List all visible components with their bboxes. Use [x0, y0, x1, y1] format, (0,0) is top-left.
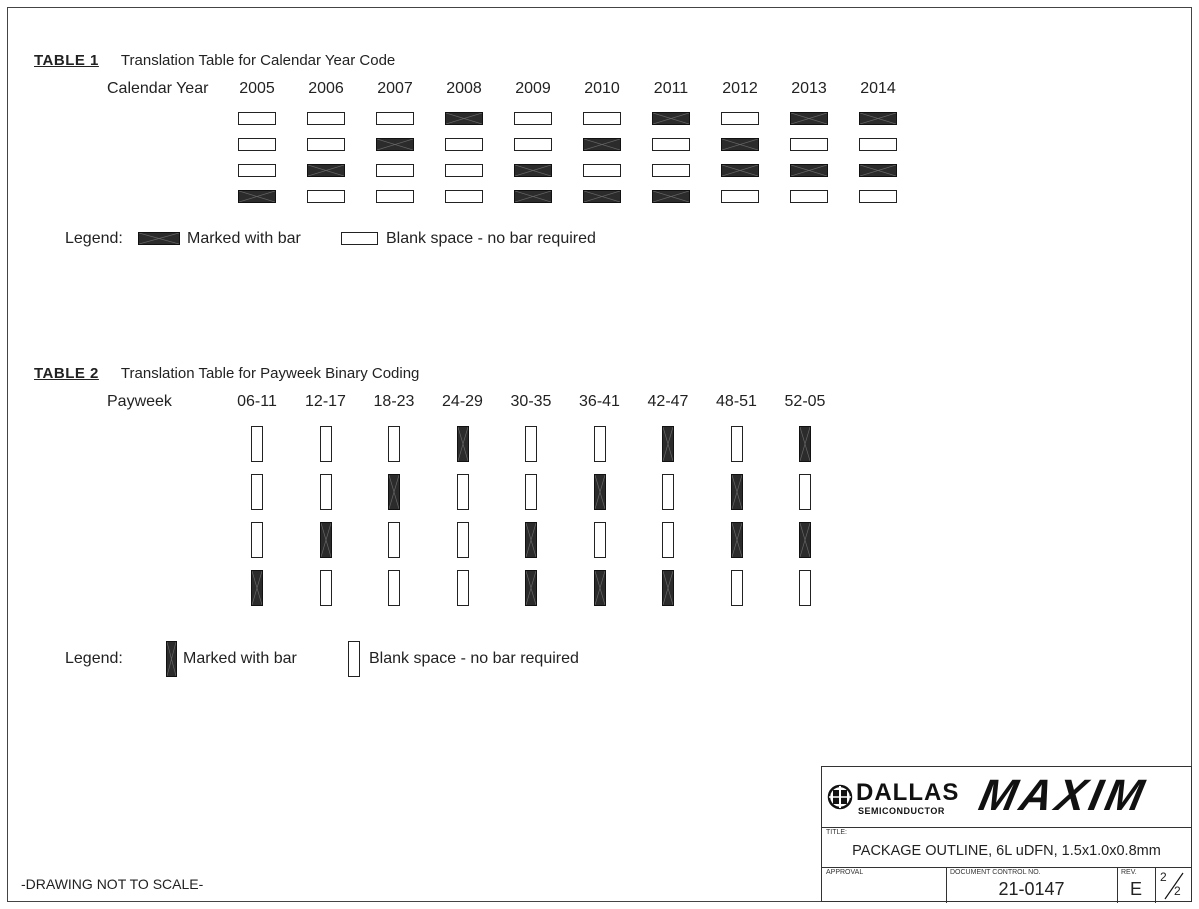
legend-marked-swatch-vertical — [166, 641, 177, 677]
scale-note: -DRAWING NOT TO SCALE- — [21, 876, 204, 892]
column-label: 2009 — [515, 80, 551, 97]
blank-cell — [799, 474, 811, 510]
doc-control-number: 21-0147 — [998, 879, 1065, 899]
blank-cell — [238, 164, 276, 177]
column-label: 2011 — [653, 80, 689, 97]
table2-legend-label: Legend: — [65, 650, 123, 667]
blank-cell — [721, 112, 759, 125]
table2-row-label: Payweek — [107, 393, 172, 410]
table2-legend-marked: Marked with bar — [183, 650, 297, 667]
column-label: 18-23 — [373, 393, 415, 410]
column-label: 12-17 — [305, 393, 346, 410]
blank-cell — [376, 112, 414, 125]
title-block — [821, 766, 1192, 902]
table1-tag: TABLE 1 — [34, 52, 99, 69]
blank-cell — [445, 164, 483, 177]
blank-cell — [514, 138, 552, 151]
blank-cell — [320, 426, 332, 462]
marked-bar-cell — [652, 112, 690, 125]
column-label: 2006 — [308, 80, 344, 97]
marked-bar-cell — [320, 522, 332, 558]
blank-cell — [859, 190, 897, 203]
title-block-footer — [822, 867, 1191, 903]
marked-bar-cell — [594, 474, 606, 510]
blank-cell — [652, 138, 690, 151]
column-label: 24-29 — [442, 393, 483, 410]
marked-bar-cell — [662, 570, 674, 606]
marked-bar-cell — [790, 112, 828, 125]
marked-bar-cell — [457, 426, 469, 462]
blank-cell — [525, 426, 537, 462]
divider — [1155, 867, 1156, 903]
blank-cell — [388, 522, 400, 558]
marked-bar-cell — [721, 138, 759, 151]
marked-bar-cell — [859, 112, 897, 125]
marked-bar-cell — [662, 426, 674, 462]
column-label: 48-51 — [716, 393, 757, 410]
legend-blank-swatch — [341, 232, 378, 245]
marked-bar-cell — [594, 570, 606, 606]
table1-legend-marked: Marked with bar — [187, 230, 301, 247]
title-field — [822, 827, 1191, 868]
marked-bar-cell — [731, 522, 743, 558]
blank-cell — [594, 522, 606, 558]
blank-cell — [525, 474, 537, 510]
column-label: 2008 — [446, 80, 482, 97]
blank-cell — [790, 190, 828, 203]
column-label: 2013 — [791, 80, 827, 97]
blank-cell — [731, 570, 743, 606]
blank-cell — [251, 522, 263, 558]
column-label: 2005 — [239, 80, 275, 97]
marked-bar-cell — [238, 190, 276, 203]
blank-cell — [583, 112, 621, 125]
column-label: 30-35 — [510, 393, 552, 410]
table1-legend-blank: Blank space - no bar required — [386, 230, 596, 247]
marked-bar-cell — [583, 138, 621, 151]
marked-bar-cell — [514, 190, 552, 203]
table2-heading — [34, 365, 419, 382]
blank-cell — [238, 112, 276, 125]
blank-cell — [457, 522, 469, 558]
marked-bar-cell — [731, 474, 743, 510]
column-label: 36-41 — [579, 393, 620, 410]
blank-cell — [514, 112, 552, 125]
blank-cell — [320, 570, 332, 606]
table1-legend-label: Legend: — [65, 230, 123, 247]
legend-marked-swatch — [138, 232, 180, 245]
blank-cell — [376, 190, 414, 203]
rev-label: REV. — [1121, 869, 1137, 876]
blank-cell — [799, 570, 811, 606]
marked-bar-cell — [388, 474, 400, 510]
blank-cell — [652, 164, 690, 177]
marked-bar-cell — [790, 164, 828, 177]
dallas-wordmark: DALLAS — [856, 779, 960, 806]
sheet-total: 2 — [1174, 884, 1181, 898]
column-label: 06-11 — [237, 393, 277, 410]
blank-cell — [790, 138, 828, 151]
blank-cell — [721, 190, 759, 203]
title-label: TITLE: — [826, 829, 848, 836]
blank-cell — [457, 474, 469, 510]
legend-blank-swatch-vertical — [348, 641, 360, 677]
column-label: 42-47 — [647, 393, 689, 410]
table2-legend-blank: Blank space - no bar required — [369, 650, 579, 667]
marked-bar-cell — [799, 522, 811, 558]
column-label: 2012 — [722, 80, 758, 97]
blank-cell — [388, 570, 400, 606]
semiconductor-wordmark: SEMICONDUCTOR — [858, 806, 945, 816]
blank-cell — [662, 522, 674, 558]
table1-title: Translation Table for Calendar Year Code — [120, 52, 396, 69]
blank-cell — [662, 474, 674, 510]
marked-bar-cell — [799, 426, 811, 462]
marked-bar-cell — [721, 164, 759, 177]
blank-cell — [307, 190, 345, 203]
maxim-wordmark: MAXIM — [974, 771, 1152, 820]
column-label: 2007 — [377, 80, 413, 97]
blank-cell — [307, 112, 345, 125]
marked-bar-cell — [514, 164, 552, 177]
column-label: 52-05 — [784, 393, 826, 410]
column-label: 2010 — [584, 80, 620, 97]
blank-cell — [320, 474, 332, 510]
blank-cell — [307, 138, 345, 151]
blank-cell — [583, 164, 621, 177]
blank-cell — [445, 190, 483, 203]
table1-row-label: Calendar Year — [107, 80, 209, 97]
table2-title: Translation Table for Payweek Binary Coding — [120, 365, 420, 382]
marked-bar-cell — [652, 190, 690, 203]
table1-heading — [34, 52, 395, 69]
approval-label: APPROVAL — [826, 869, 864, 876]
marked-bar-cell — [525, 570, 537, 606]
marked-bar-cell — [583, 190, 621, 203]
marked-bar-cell — [525, 522, 537, 558]
blank-cell — [251, 474, 263, 510]
revision: E — [1129, 879, 1142, 899]
blank-cell — [251, 426, 263, 462]
logo-area — [822, 767, 1191, 828]
blank-cell — [238, 138, 276, 151]
marked-bar-cell — [251, 570, 263, 606]
table2-tag: TABLE 2 — [34, 365, 99, 382]
marked-bar-cell — [859, 164, 897, 177]
blank-cell — [445, 138, 483, 151]
marked-bar-cell — [307, 164, 345, 177]
sheet-number: 2 — [1160, 870, 1167, 884]
blank-cell — [731, 426, 743, 462]
column-label: 2014 — [860, 80, 896, 97]
blank-cell — [388, 426, 400, 462]
blank-cell — [859, 138, 897, 151]
blank-cell — [376, 164, 414, 177]
doc-control-label: DOCUMENT CONTROL NO. — [950, 869, 1041, 876]
marked-bar-cell — [376, 138, 414, 151]
drawing-title: PACKAGE OUTLINE, 6L uDFN, 1.5x1.0x0.8mm — [852, 843, 1161, 859]
marked-bar-cell — [445, 112, 483, 125]
blank-cell — [457, 570, 469, 606]
blank-cell — [594, 426, 606, 462]
